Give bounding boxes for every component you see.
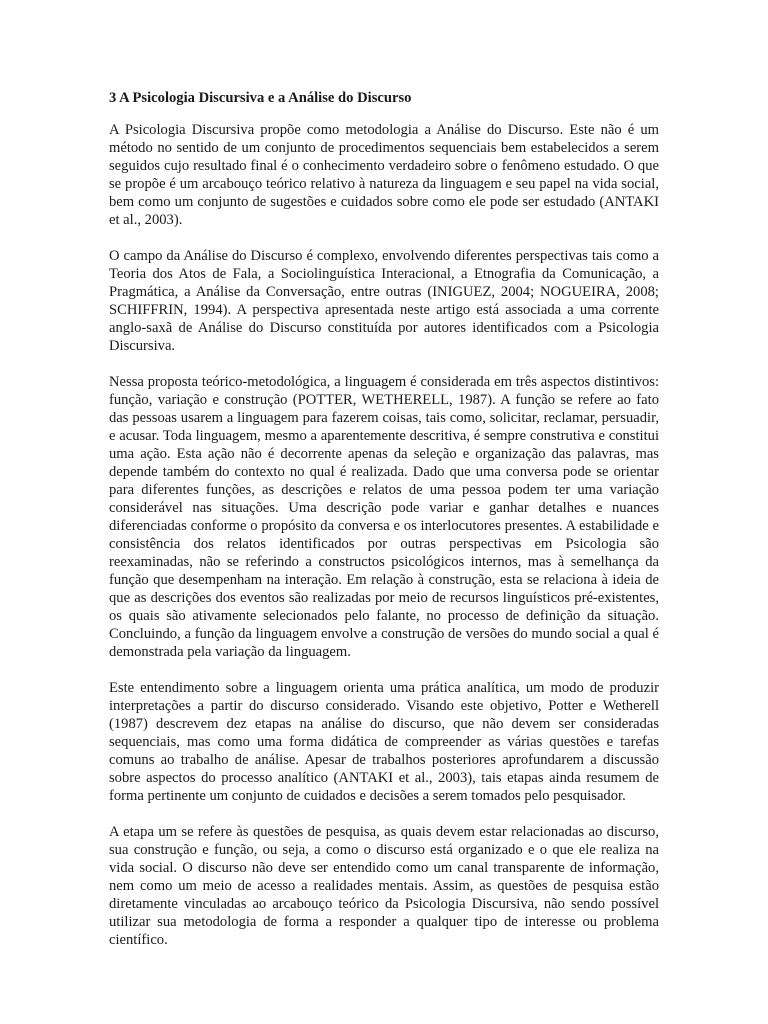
paragraph-5: A etapa um se refere às questões de pesquisa, as quais devem estar relacionadas ao discurso, sua construção e função, ou seja, a como o discurso está organizado e o que ele realiza na vida social. O discurso não deve ser entendido como um canal transparente de informação, nem como um meio de acesso a realidades mentais. Assim, as questões de pesquisa estão diretamente vinculadas ao arcabouço teórico da Psicologia Discursiva, não sendo possível utilizar sua metodologia de forma a responder a qualquer tipo de interesse ou problema científico. <box>109 824 659 948</box>
section-heading: 3 A Psicologia Discursiva e a Análise do Discurso <box>109 90 412 106</box>
paragraph-3: Nessa proposta teórico-metodológica, a linguagem é considerada em três aspectos distintivos: função, variação e construção (POTTER, WETHERELL, 1987). A função se refere ao fato das pessoas usarem a linguagem para fazerem coisas, tais como, solicitar, reclamar, persuadir, e acusar. Toda linguagem, mesmo a aparentemente descritiva, é sempre construtiva e constitui uma ação. Esta ação não é decorrente apenas da seleção e organização das palavras, mas depende também do contexto no qual é realizada. Dado que uma conversa pode se orientar para diferentes funções, as descrições e relatos de uma pessoa podem ter uma variação considerável nas situações. Uma descrição pode variar e ganhar detalhes e nuances diferenciadas conforme o propósito da conversa e os interlocutores presentes. A estabilidade e consistência dos relatos identificados por outras perspectivas em Psicologia são reexaminadas, não se referindo a constructos psicológicos internos, mas à semelhança da função que desempenham na interação. Em relação à construção, esta se relaciona à ideia de que as descrições dos eventos são realizadas por meio de recursos linguísticos pré-existentes, os quais são ativamente selecionados pelo falante, no processo de definição da situação. Concluindo, a função da linguagem envolve a construção de versões do mundo social a qual é demonstrada pela variação da linguagem. <box>109 374 659 660</box>
paragraph-4: Este entendimento sobre a linguagem orienta uma prática analítica, um modo de produzir interpretações a partir do discurso considerado. Visando este objetivo, Potter e Wetherell (1987) descrevem dez etapas na análise do discurso, que não devem ser consideradas sequenciais, mas como uma forma didática de compreender as várias questões e tarefas comuns ao trabalho de análise. Apesar de trabalhos posteriores aprofundarem a discussão sobre aspectos do processo analítico (ANTAKI et al., 2003), tais etapas ainda resumem de forma pertinente um conjunto de cuidados e decisões a serem tomados pelo pesquisador. <box>109 680 659 804</box>
document-page <box>109 89 659 967</box>
paragraph-1: A Psicologia Discursiva propõe como metodologia a Análise do Discurso. Este não é um método no sentido de um conjunto de procedimentos sequenciais bem estabelecidos a serem seguidos cujo resultado final é o conhecimento verdadeiro sobre o fenômeno estudado. O que se propõe é um arcabouço teórico relativo à natureza da linguagem e seu papel na vida social, bem como um conjunto de sugestões e cuidados sobre como ele pode ser estudado (ANTAKI et al., 2003). <box>109 122 659 228</box>
paragraph-2: O campo da Análise do Discurso é complexo, envolvendo diferentes perspectivas tais como a Teoria dos Atos de Fala, a Sociolinguística Interacional, a Etnografia da Comunicação, a Pragmática, a Análise da Conversação, entre outras (INIGUEZ, 2004; NOGUEIRA, 2008; SCHIFFRIN, 1994). A perspectiva apresentada neste artigo está associada a uma corrente anglo-saxã de Análise do Discurso constituída por autores identificados com a Psicologia Discursiva. <box>109 248 659 354</box>
